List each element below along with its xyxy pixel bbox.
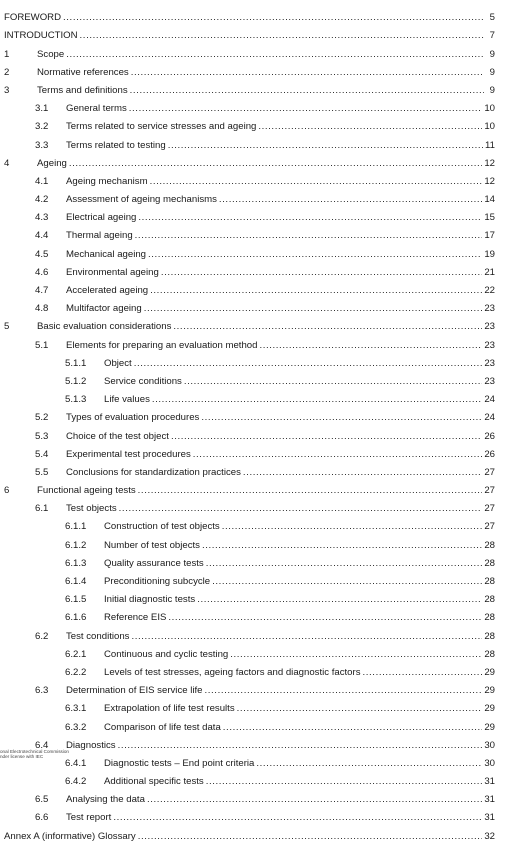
toc-entry-number: 3.3	[35, 139, 49, 151]
toc-entry-title: Experimental test procedures	[66, 448, 191, 460]
toc-leader-dots	[197, 594, 482, 605]
toc-entry-page: 7	[489, 30, 495, 42]
toc-entry-number: 5.1.2	[65, 375, 87, 387]
toc-entry-title: Environmental ageing	[66, 266, 159, 278]
toc-entry-title: Determination of EIS service life	[66, 685, 203, 697]
toc-leader-dots	[147, 794, 482, 805]
toc-entry-page: 29	[484, 703, 495, 715]
toc-leader-dots	[206, 558, 483, 569]
toc-leader-dots	[184, 376, 482, 387]
toc-leader-dots	[363, 667, 483, 678]
toc-entry-number: 6.1.4	[65, 576, 87, 587]
toc-leader-dots	[152, 394, 482, 405]
toc-entry-title: Elements for preparing an evaluation method	[66, 339, 258, 351]
toc-entry-number: 1	[4, 48, 10, 60]
toc-entry-number: 6.1.1	[65, 521, 87, 533]
toc-entry-number: 4.7	[35, 285, 49, 296]
toc-entry-title: Number of test objects	[104, 539, 200, 551]
toc-entry-number: 6	[4, 485, 10, 497]
toc-entry-page: 22	[484, 285, 495, 296]
toc-entry[interactable]	[0, 23, 519, 41]
toc-entry-number: 4.4	[35, 230, 49, 242]
toc-entry-title: Test objects	[66, 503, 117, 515]
footer-line-1: onal Electrotechnical Commission	[0, 749, 69, 754]
toc-entry-page: 9	[489, 48, 495, 60]
toc-entry-title: Life values	[104, 394, 150, 406]
toc-leader-dots	[66, 49, 484, 60]
toc-entry-number: 3	[4, 84, 10, 96]
toc-leader-dots	[205, 685, 483, 696]
toc-leader-dots	[206, 776, 483, 787]
toc-entry-page: 23	[484, 303, 495, 315]
toc-entry-page: 26	[484, 448, 495, 460]
toc-entry-title: Comparison of life test data	[104, 721, 221, 733]
toc-leader-dots	[134, 358, 483, 369]
toc-leader-dots	[259, 340, 482, 351]
toc-entry[interactable]	[0, 805, 519, 823]
toc-entry[interactable]	[0, 60, 519, 78]
toc-entry[interactable]	[0, 96, 519, 114]
toc-entry-page: 23	[484, 321, 495, 333]
toc-entry[interactable]	[0, 41, 519, 59]
toc-entry-title: Preconditioning subcycle	[104, 576, 211, 587]
toc-leader-dots	[129, 103, 483, 114]
toc-entry-page: 10	[484, 103, 495, 115]
toc-entry-title: Quality assurance tests	[104, 557, 204, 569]
toc-entry[interactable]	[0, 714, 519, 732]
toc-leader-dots	[144, 303, 483, 314]
toc-entry-title: Basic evaluation considerations	[37, 321, 172, 333]
toc-leader-dots	[171, 431, 482, 442]
toc-leader-dots	[119, 503, 483, 514]
toc-entry-title: Levels of test stresses, ageing factors and diagnostic factors	[104, 666, 361, 678]
toc-entry[interactable]	[0, 442, 519, 460]
toc-entry-title: Service conditions	[104, 375, 182, 387]
toc-entry[interactable]	[0, 187, 519, 205]
toc-leader-dots	[256, 758, 482, 769]
toc-entry-number: 5.1	[35, 339, 49, 351]
toc-entry-title: General terms	[66, 103, 127, 115]
toc-entry[interactable]	[0, 205, 519, 223]
toc-entry-title: Object	[104, 357, 132, 369]
toc-entry[interactable]	[0, 151, 519, 169]
toc-entry-number: 5	[4, 321, 10, 333]
toc-leader-dots	[148, 249, 482, 260]
toc-leader-dots	[219, 194, 482, 205]
toc-entry-page: 10	[484, 121, 495, 133]
toc-leader-dots	[131, 67, 484, 78]
toc-entry-title: Assessment of ageing mechanisms	[66, 194, 217, 206]
toc-leader-dots	[193, 449, 483, 460]
toc-entry-title: Conclusions for standardization practices	[66, 466, 241, 478]
toc-entry-page: 11	[485, 139, 495, 151]
toc-entry-title: Normative references	[37, 66, 129, 78]
toc-leader-dots	[212, 576, 482, 587]
toc-entry[interactable]	[0, 569, 519, 587]
toc-entry[interactable]	[0, 387, 519, 405]
toc-entry[interactable]	[0, 551, 519, 569]
toc-entry-page: 12	[484, 175, 495, 187]
toc-entry[interactable]	[0, 678, 519, 696]
toc-entry[interactable]	[0, 132, 519, 150]
toc-entry-number: 6.4	[35, 739, 49, 751]
toc-entry-page: 24	[484, 412, 495, 424]
toc-entry[interactable]	[0, 696, 519, 714]
toc-entry-title: Terms related to service stresses and ageing	[66, 121, 257, 133]
toc-entry-number: 2	[4, 66, 10, 78]
toc-entry-page: 27	[484, 521, 495, 533]
toc-entry-number: 6.1	[35, 503, 49, 515]
toc-entry-title: FOREWORD	[4, 12, 62, 24]
toc-entry-page: 32	[484, 830, 495, 842]
toc-leader-dots	[161, 267, 483, 278]
toc-entry-title: Diagnostic tests – End point criteria	[104, 757, 255, 769]
toc-leader-dots	[138, 485, 483, 496]
toc-entry-number: 4.5	[35, 248, 49, 260]
toc-entry-page: 9	[489, 66, 495, 78]
toc-entry-page: 12	[484, 157, 495, 169]
toc-entry-page: 28	[484, 557, 495, 569]
toc-entry-title: Initial diagnostic tests	[104, 594, 196, 606]
toc-entry-number: 6.2	[35, 630, 49, 642]
toc-entry-title: Mechanical ageing	[66, 248, 147, 260]
toc-leader-dots	[173, 321, 482, 332]
toc-entry-page: 23	[484, 339, 495, 351]
toc-entry-title: Types of evaluation procedures	[66, 412, 200, 424]
toc-entry[interactable]	[0, 787, 519, 805]
toc-leader-dots	[168, 612, 482, 623]
toc-entry[interactable]	[0, 351, 519, 369]
toc-entry-page: 28	[484, 630, 495, 642]
toc-entry[interactable]	[0, 78, 519, 96]
toc-entry[interactable]	[0, 369, 519, 387]
toc-entry-title: Diagnostics	[66, 739, 116, 751]
toc-entry-page: 29	[484, 721, 495, 733]
toc-leader-dots	[150, 285, 482, 296]
toc-entry-title: INTRODUCTION	[4, 30, 78, 42]
toc-leader-dots	[168, 140, 483, 151]
toc-entry-number: 4.3	[35, 212, 49, 224]
toc-leader-dots	[69, 158, 482, 169]
toc-entry[interactable]	[0, 751, 519, 769]
toc-entry-title: Accelerated ageing	[66, 285, 149, 296]
table-of-contents	[0, 5, 519, 842]
toc-entry-number: 6.5	[35, 794, 49, 806]
toc-entry-page: 14	[484, 194, 495, 206]
toc-leader-dots	[237, 703, 483, 714]
toc-entry-number: 5.1.3	[65, 394, 87, 406]
copyright-footer	[0, 749, 69, 759]
toc-entry[interactable]	[0, 642, 519, 660]
toc-entry-page: 26	[484, 430, 495, 442]
toc-entry[interactable]	[0, 260, 519, 278]
toc-leader-dots	[258, 121, 482, 132]
toc-entry[interactable]	[0, 769, 519, 787]
toc-entry-page: 31	[484, 794, 495, 806]
toc-entry-title: Multifactor ageing	[66, 303, 142, 315]
toc-entry-page: 30	[484, 739, 495, 751]
toc-entry[interactable]	[0, 733, 519, 751]
toc-entry-number: 5.4	[35, 448, 49, 460]
toc-entry-number: 6.3	[35, 685, 49, 697]
toc-entry[interactable]	[0, 605, 519, 623]
toc-entry-number: 6.3.2	[65, 721, 87, 733]
toc-entry[interactable]	[0, 532, 519, 550]
toc-entry-page: 27	[484, 503, 495, 515]
toc-entry-number: 3.2	[35, 121, 49, 133]
toc-entry-title: Ageing mechanism	[66, 175, 148, 187]
toc-entry[interactable]	[0, 169, 519, 187]
toc-leader-dots	[138, 831, 483, 842]
toc-leader-dots	[150, 176, 483, 187]
toc-entry-number: 4.1	[35, 175, 49, 187]
toc-leader-dots	[201, 412, 482, 423]
toc-entry-number: 5.5	[35, 466, 49, 478]
toc-entry-number: 6.3.1	[65, 703, 87, 715]
toc-leader-dots	[138, 212, 482, 223]
toc-entry-title: Terms related to testing	[66, 139, 166, 151]
toc-entry-page: 15	[484, 212, 495, 224]
toc-entry-page: 28	[484, 648, 495, 660]
toc-leader-dots	[230, 649, 482, 660]
toc-leader-dots	[222, 521, 483, 532]
toc-entry[interactable]	[0, 478, 519, 496]
toc-entry[interactable]	[0, 223, 519, 241]
toc-entry-page: 28	[484, 594, 495, 606]
toc-entry-title: Test report	[66, 812, 112, 824]
toc-entry-number: 5.2	[35, 412, 49, 424]
toc-entry-page: 28	[484, 612, 495, 624]
toc-entry[interactable]	[0, 514, 519, 532]
toc-entry-title: Reference EIS	[104, 612, 167, 624]
toc-entry-number: 5.1.1	[65, 357, 87, 369]
toc-entry-number: 6.4.2	[65, 776, 87, 788]
toc-entry-title: Electrical ageing	[66, 212, 137, 224]
toc-entry-title: Additional specific tests	[104, 776, 204, 788]
toc-leader-dots	[113, 812, 482, 823]
toc-leader-dots	[135, 230, 483, 241]
toc-entry-title: Thermal ageing	[66, 230, 133, 242]
toc-entry-page: 28	[484, 576, 495, 587]
toc-entry-number: 4	[4, 157, 10, 169]
toc-leader-dots	[223, 722, 483, 733]
toc-leader-dots	[118, 740, 483, 751]
toc-entry[interactable]	[0, 5, 519, 23]
toc-entry[interactable]	[0, 587, 519, 605]
toc-entry-title: Terms and definitions	[37, 84, 128, 96]
toc-entry-title: Extrapolation of life test results	[104, 703, 235, 715]
toc-entry-title: Annex A (informative) Glossary	[4, 830, 136, 842]
toc-entry-page: 23	[484, 357, 495, 369]
toc-entry-page: 21	[484, 266, 495, 278]
toc-entry-page: 30	[484, 757, 495, 769]
toc-entry-page: 29	[484, 685, 495, 697]
toc-entry[interactable]	[0, 460, 519, 478]
toc-entry[interactable]	[0, 278, 519, 296]
toc-entry-page: 27	[484, 466, 495, 478]
toc-entry-title: Continuous and cyclic testing	[104, 648, 229, 660]
toc-entry-page: 31	[484, 812, 495, 824]
toc-entry-number: 4.2	[35, 194, 49, 206]
toc-entry-title: Analysing the data	[66, 794, 145, 806]
toc-entry-title: Scope	[37, 48, 65, 60]
toc-entry[interactable]	[0, 423, 519, 441]
toc-entry-number: 6.1.6	[65, 612, 87, 624]
toc-entry-number: 6.1.5	[65, 594, 87, 606]
toc-entry[interactable]	[0, 241, 519, 259]
toc-entry[interactable]	[0, 332, 519, 350]
toc-entry[interactable]	[0, 496, 519, 514]
toc-entry-number: 6.2.2	[65, 666, 87, 678]
toc-entry[interactable]	[0, 823, 519, 841]
toc-entry-page: 29	[484, 666, 495, 678]
toc-leader-dots	[202, 540, 482, 551]
toc-entry[interactable]	[0, 623, 519, 641]
toc-entry-page: 28	[484, 539, 495, 551]
toc-entry-page: 9	[489, 84, 495, 96]
toc-entry[interactable]	[0, 296, 519, 314]
toc-entry-number: 4.6	[35, 266, 49, 278]
toc-entry-number: 6.6	[35, 812, 49, 824]
toc-entry-number: 5.3	[35, 430, 49, 442]
toc-entry[interactable]	[0, 114, 519, 132]
toc-entry-number: 3.1	[35, 103, 49, 115]
toc-leader-dots	[130, 85, 484, 96]
toc-entry-number: 4.8	[35, 303, 49, 315]
toc-entry-title: Ageing	[37, 157, 67, 169]
toc-entry-page: 31	[484, 776, 495, 788]
toc-entry-title: Test conditions	[66, 630, 130, 642]
toc-leader-dots	[80, 30, 484, 41]
toc-entry[interactable]	[0, 314, 519, 332]
toc-entry-number: 6.1.2	[65, 539, 87, 551]
toc-entry-title: Functional ageing tests	[37, 485, 136, 497]
toc-leader-dots	[243, 467, 482, 478]
toc-entry-page: 24	[484, 394, 495, 406]
toc-leader-dots	[63, 12, 484, 23]
toc-entry-page: 23	[484, 375, 495, 387]
toc-entry-title: Construction of test objects	[104, 521, 220, 533]
toc-entry[interactable]	[0, 660, 519, 678]
toc-entry-page: 17	[484, 230, 495, 242]
toc-entry[interactable]	[0, 405, 519, 423]
footer-line-2: nder license with IEC	[0, 754, 44, 760]
toc-entry-page: 19	[484, 248, 495, 260]
toc-entry-number: 6.2.1	[65, 648, 87, 660]
toc-entry-page: 5	[489, 12, 495, 24]
toc-leader-dots	[131, 631, 482, 642]
toc-entry-number: 6.4.1	[65, 757, 87, 769]
toc-entry-title: Choice of the test object	[66, 430, 169, 442]
toc-entry-page: 27	[484, 485, 495, 497]
toc-entry-number: 6.1.3	[65, 557, 87, 569]
